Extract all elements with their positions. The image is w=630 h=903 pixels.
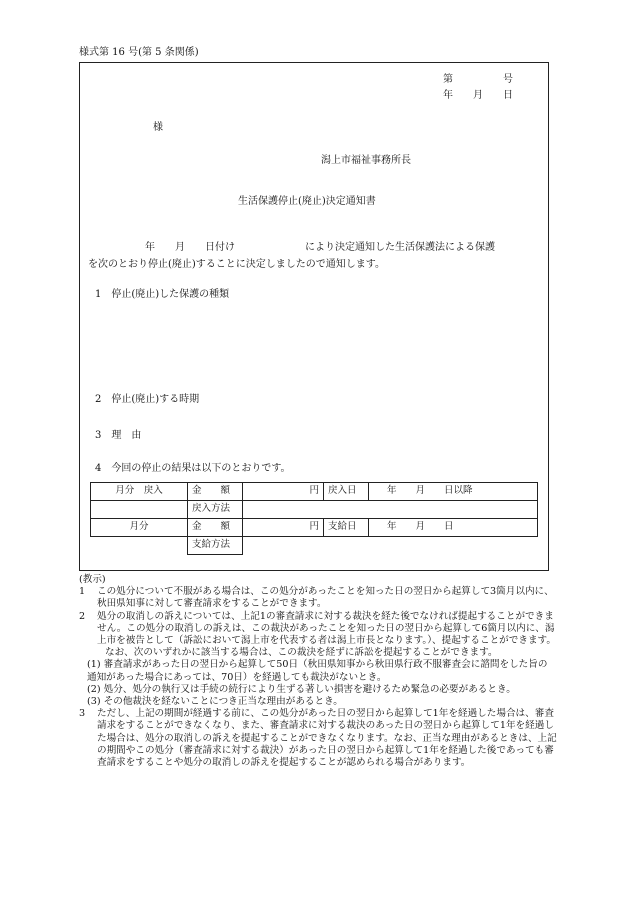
notes-heading: (教示) bbox=[79, 574, 106, 585]
instructions-notes bbox=[79, 574, 557, 769]
table-cell-amount-value bbox=[243, 519, 324, 537]
section-4-heading: 4 今回の停止の結果は以下のとおりです。 bbox=[95, 463, 291, 474]
addressee: 様 bbox=[153, 122, 163, 133]
section-3-heading: 3 理 由 bbox=[95, 430, 142, 441]
note-number: 1 bbox=[79, 586, 86, 598]
table-cell-amount-label: 金 額 bbox=[188, 519, 243, 537]
body-text-line1: 年 月 日付け により決定通知した生活保護法による保護 bbox=[145, 242, 495, 253]
date-line: 年 月 日 bbox=[443, 90, 513, 101]
note-sub-1: (1) 審査請求があった日の翌日から起算して50日（秋田県知事から秋田県行政不服審査会に諮問をした旨の通知があった場合にあっては、70日）を経過しても裁決がないとき。 bbox=[87, 659, 548, 683]
table-row bbox=[91, 483, 538, 501]
number-line: 第 号 bbox=[443, 74, 513, 85]
page-title: 生活保護停止(廃止)決定通知書 bbox=[238, 196, 376, 207]
table-cell-month-return: 月分 戻入 bbox=[91, 483, 188, 501]
note-sub-3: (3) その他裁決を経ないことにつき正当な理由があるとき。 bbox=[87, 696, 343, 708]
table-cell-pay-date-label: 支給日 bbox=[324, 519, 369, 537]
table-cell-amount-value bbox=[243, 483, 324, 501]
note-2 bbox=[79, 611, 557, 648]
note-number: 2 bbox=[79, 610, 86, 622]
note-text: 処分の取消しの訴えについては、上記1の審査請求に対する裁決を経た後でなければ提起することができません。この処分の取消しの訴えは、この裁決があったことを知った日の翌日から起算して6箇月以内に、潟上市を被告として（訴訟において潟上市を代表する者は潟上市長となります。）、提起することができます。 bbox=[97, 610, 556, 647]
table-cell-empty bbox=[243, 501, 538, 519]
table-cell-empty bbox=[91, 537, 188, 555]
note-text: この処分について不服がある場合は、この処分があったことを知った日の翌日から起算して3箇月以内に、秋田県知事に対して審査請求をすることができます。 bbox=[97, 586, 554, 610]
table-cell-empty bbox=[243, 537, 538, 555]
table-cell-pay-method: 支給方法 bbox=[188, 537, 243, 555]
table-row bbox=[91, 501, 538, 519]
issuer: 潟上市福祉事務所長 bbox=[321, 155, 411, 166]
section-1-heading: 1 停止(廃止)した保護の種類 bbox=[95, 289, 230, 300]
section-2-heading: 2 停止(廃止)する時期 bbox=[95, 394, 200, 405]
note-sub-2: (2) 処分、処分の執行又は手続の続行により生ずる著しい損害を避けるため緊急の必要があるとき。 bbox=[87, 683, 516, 695]
note-2-extra: なお、次のいずれかに該当する場合は、この裁決を経ずに訴訟を提起することができます。 bbox=[105, 647, 498, 659]
yen-unit: 円 bbox=[309, 485, 319, 497]
table-cell-month: 月分 bbox=[91, 519, 188, 537]
yen-unit: 円 bbox=[309, 521, 319, 533]
table-cell-pay-date: 年 月 日 bbox=[369, 519, 538, 537]
table-cell-return-date: 年 月 日以降 bbox=[369, 483, 538, 501]
amount-table bbox=[90, 482, 538, 555]
note-number: 3 bbox=[79, 708, 86, 720]
table-cell-return-method: 戻入方法 bbox=[188, 501, 243, 519]
note-3 bbox=[79, 708, 557, 769]
form-label: 様式第 16 号(第 5 条関係) bbox=[79, 47, 199, 58]
note-1 bbox=[79, 586, 557, 610]
table-cell-return-date-label: 戻入日 bbox=[324, 483, 369, 501]
table-cell-empty bbox=[91, 501, 188, 519]
table-row bbox=[91, 537, 538, 555]
body-text-line2: を次のとおり停止(廃止)することに決定しましたので通知します。 bbox=[88, 259, 386, 270]
table-row bbox=[91, 519, 538, 537]
table-cell-amount-label: 金 額 bbox=[188, 483, 243, 501]
note-text: ただし、上記の期間が経過する前に、この処分があった日の翌日から起算して1年を経過した場合は、審査請求をすることができなくなり、また、審査請求に対する裁決のあった日の翌日から起算して1年を経過した場合は、処分の取消しの訴えを提起することができなくなります。なお、正当な理由があるときは、上記の期間やこの処分（審査請求に対する裁決）があった日の翌日から起算して1年を経過した後であっても審査請求をすることや処分の取消しの訴えを提起することが認められる場合があります。 bbox=[97, 708, 557, 769]
